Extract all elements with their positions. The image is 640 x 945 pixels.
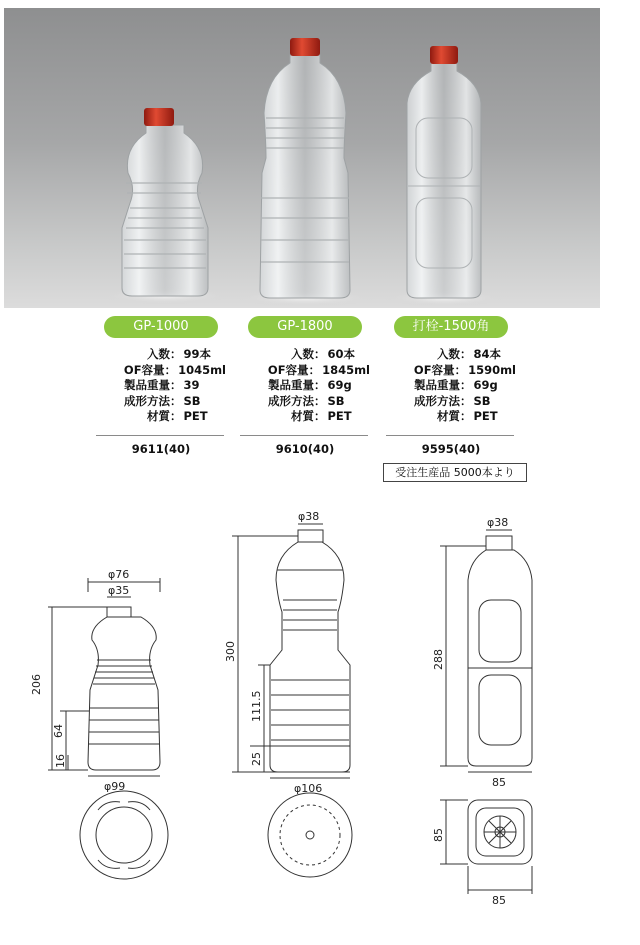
spec-row: 成形方法 ： SB (414, 393, 491, 408)
spec-row: OF容量 ： 1590ml (413, 362, 516, 377)
spec-row: 材質 ： PET (437, 409, 498, 423)
dim-1500-bottom: 85 (492, 776, 506, 789)
photo-bottle-gp1000 (100, 108, 230, 304)
spec-row: 材質 ： PET (147, 409, 208, 423)
spec-row: 成形方法 ： SB (124, 393, 201, 408)
dim-gp1000-height: 206 (30, 674, 43, 695)
divider (240, 435, 368, 436)
product-code: 9595(40) (421, 441, 481, 456)
dim-gp1800-height: 300 (224, 641, 237, 662)
product-name-badge: GP-1000 (104, 316, 218, 338)
spec-row: OF容量 ： 1045ml (123, 362, 226, 377)
product-column-1 (96, 316, 226, 456)
product-photo (4, 8, 600, 308)
photo-bottle-gp1800 (235, 38, 375, 306)
spec-row: 成形方法 ： SB (268, 393, 345, 408)
dim-1500-plan-w: 85 (492, 894, 506, 907)
spec-row: 入数 ： 84本 (437, 347, 502, 361)
product-column-2 (240, 316, 370, 456)
spec-list (386, 347, 516, 425)
dim-1500-plan-h: 85 (432, 828, 445, 842)
spec-row: 製品重量 ： 69g (268, 378, 352, 392)
dim-gp1000-mid: 64 (52, 724, 65, 738)
dim-1500-neck: φ38 (487, 516, 509, 529)
spec-row: 材質 ： PET (291, 409, 352, 423)
product-name-badge: 打栓-1500角 (394, 316, 508, 338)
divider (96, 435, 224, 436)
dim-gp1000-base: 16 (54, 754, 67, 768)
spec-row: OF容量 ： 1845ml (267, 362, 370, 377)
dim-gp1800-bottom: φ106 (294, 782, 323, 795)
divider (386, 435, 514, 436)
dim-gp1800-base: 25 (250, 752, 263, 766)
dim-gp1800-neck: φ38 (298, 510, 320, 523)
technical-drawings (0, 500, 640, 940)
photo-bottle-1500 (384, 46, 504, 306)
spec-list (240, 347, 370, 425)
dim-gp1000-top: φ76 (108, 568, 130, 581)
dim-gp1000-neck: φ35 (108, 584, 130, 597)
drawing-gp1000 (48, 578, 168, 879)
spec-list (96, 347, 226, 425)
product-column-3 (386, 316, 516, 456)
spec-row: 製品重量 ： 39 (124, 378, 200, 392)
dim-gp1000-bottom: φ99 (104, 780, 126, 793)
product-code: 9611(40) (131, 441, 191, 456)
dim-gp1800-mid: 111.5 (250, 690, 263, 722)
spec-row: 入数 ： 99本 (147, 347, 212, 361)
product-code: 9610(40) (275, 441, 335, 456)
spec-row: 入数 ： 60本 (291, 347, 356, 361)
product-name-badge: GP-1800 (248, 316, 362, 338)
spec-row: 製品重量 ： 69g (414, 378, 498, 392)
dim-1500-height: 288 (432, 649, 445, 670)
order-notice: 受注生産品 5000本より (383, 463, 527, 482)
drawing-1500 (440, 530, 532, 894)
